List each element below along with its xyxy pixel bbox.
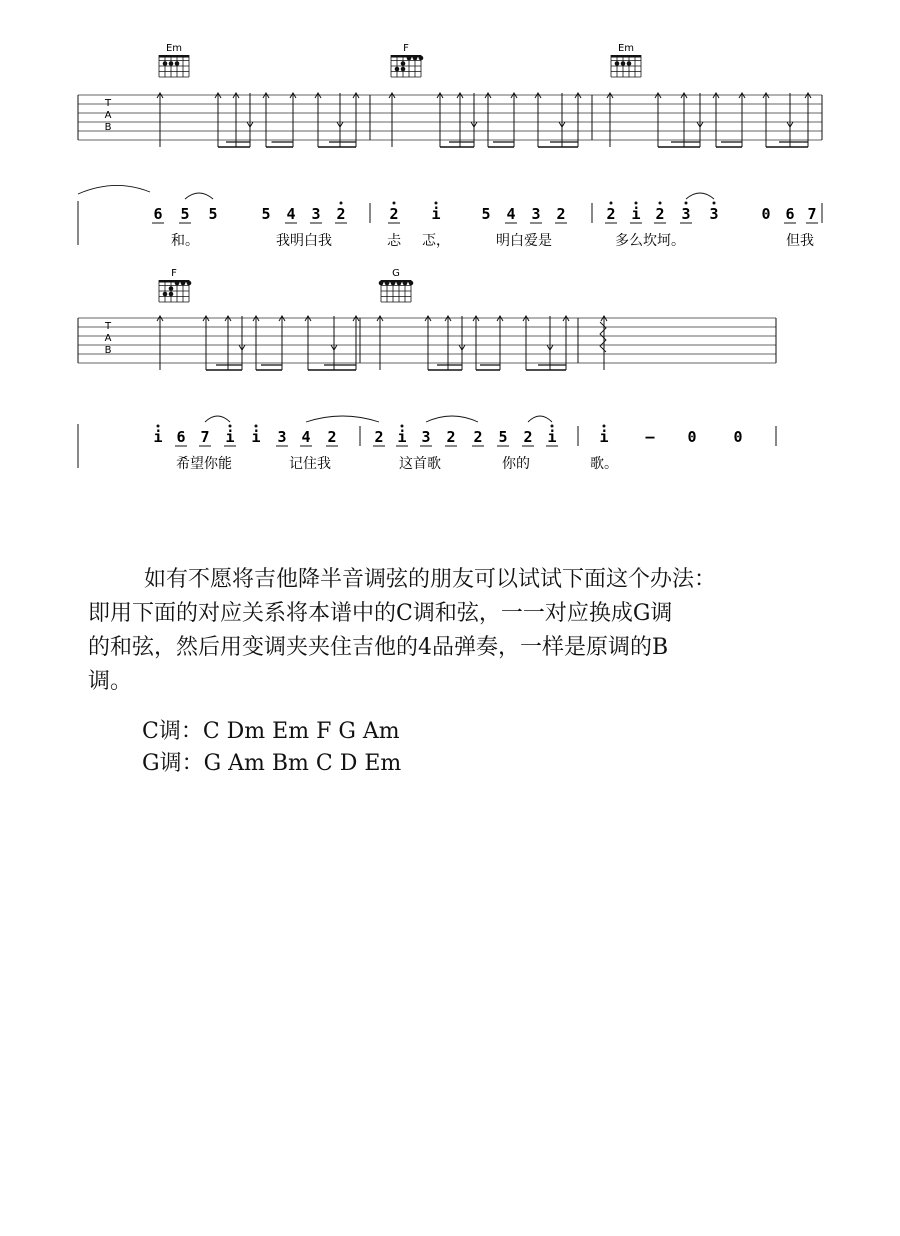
- jianpu-note: 6: [153, 205, 163, 223]
- lyric-text: 这首歌: [399, 456, 441, 472]
- jianpu-note: 5: [481, 205, 491, 223]
- chord-g-finger-dot: [391, 281, 396, 286]
- jianpu-note: 0: [687, 428, 697, 446]
- lyric-text: 我明白我: [276, 233, 332, 249]
- jianpu-note: 2: [655, 205, 665, 223]
- chord-f-finger-dot: [419, 56, 424, 61]
- lyric-text: 但我: [786, 233, 814, 249]
- jianpu-note: i: [251, 428, 261, 446]
- jianpu-note: 7: [200, 428, 210, 446]
- tab-system-2: [78, 268, 776, 472]
- chord-mapping: [142, 716, 401, 780]
- paragraph-line-1: 如有不愿将吉他降半音调弦的朋友可以试试下面这个办法：: [144, 567, 717, 592]
- rasgueado-mark: [600, 322, 606, 352]
- jianpu-note: i: [225, 428, 235, 446]
- chord-em-finger-dot: [163, 61, 168, 66]
- chord-em-name: Em: [165, 43, 183, 54]
- chord-em-diagram: [611, 43, 641, 77]
- chord-f-finger-dot: [395, 67, 400, 72]
- jianpu-note: i: [431, 205, 441, 223]
- lyric-text: 忑，: [422, 233, 450, 249]
- chord-f-finger-dot: [163, 292, 168, 297]
- incoming-tie-slur: [78, 185, 150, 194]
- jianpu-note: 5: [208, 205, 218, 223]
- tab-system-1: [78, 43, 822, 249]
- tie-slur: [185, 193, 213, 199]
- chord-f-finger-dot: [169, 286, 174, 291]
- chord-f-finger-dot: [169, 292, 174, 297]
- lyric-text: 歌。: [590, 456, 618, 472]
- octave-dot: [659, 202, 662, 205]
- chord-g-diagram: [379, 268, 414, 302]
- jianpu-note: i: [153, 428, 163, 446]
- octave-dot: [393, 202, 396, 205]
- jianpu-note: 7: [807, 205, 817, 223]
- paragraph-line-4: 调。: [88, 669, 133, 694]
- jianpu-note: 3: [311, 205, 321, 223]
- chord-em-finger-dot: [169, 61, 174, 66]
- chord-g-name: G: [392, 268, 400, 279]
- jianpu-note: 3: [277, 428, 287, 446]
- chord-f-finger-dot: [181, 281, 186, 286]
- lyric-text: 多么坎坷。: [615, 233, 685, 249]
- octave-dot: [340, 202, 343, 205]
- chord-f-finger-dot: [413, 56, 418, 61]
- jianpu-note: 2: [606, 205, 616, 223]
- lyric-text: 忐: [387, 233, 401, 249]
- chord-em-finger-dot: [621, 61, 626, 66]
- tie-slur: [426, 416, 478, 422]
- jianpu-note: i: [397, 428, 407, 446]
- lyric-text: 希望你能: [176, 456, 232, 472]
- octave-dot: [685, 202, 688, 205]
- g-key-row: G调：G Am Bm C D Em: [142, 751, 402, 776]
- jianpu-note: –: [645, 428, 655, 446]
- chord-g-finger-dot: [379, 281, 384, 286]
- tie-slur: [686, 193, 714, 199]
- jianpu-note: 2: [556, 205, 566, 223]
- octave-dot: [229, 425, 232, 428]
- jianpu-note: 2: [389, 205, 399, 223]
- tab-clef-letter: A: [104, 110, 112, 121]
- octave-dot: [401, 425, 404, 428]
- jianpu-note: 0: [761, 205, 771, 223]
- jianpu-note: 5: [498, 428, 508, 446]
- octave-dot: [255, 425, 258, 428]
- c-key-row: C调：C Dm Em F G Am: [142, 719, 400, 744]
- chord-g-finger-dot: [397, 281, 402, 286]
- jianpu-note: 5: [261, 205, 271, 223]
- tab-clef-letter: B: [104, 122, 112, 133]
- chord-f-finger-dot: [407, 56, 412, 61]
- chord-g-finger-dot: [409, 281, 414, 286]
- chord-f-finger-dot: [401, 67, 406, 72]
- jianpu-note: i: [599, 428, 609, 446]
- jianpu-note: 2: [473, 428, 483, 446]
- instruction-paragraph: [88, 563, 828, 699]
- jianpu-note: 2: [523, 428, 533, 446]
- chord-g-finger-dot: [385, 281, 390, 286]
- octave-dot: [551, 425, 554, 428]
- octave-dot: [435, 202, 438, 205]
- jianpu-note: 5: [180, 205, 190, 223]
- chord-f-diagram: [391, 43, 423, 77]
- jianpu-note: 3: [709, 205, 719, 223]
- guitar-tab-score: [0, 0, 900, 520]
- jianpu-note: 2: [327, 428, 337, 446]
- chord-f-finger-dot: [175, 281, 180, 286]
- jianpu-note: 2: [336, 205, 346, 223]
- jianpu-note: 2: [374, 428, 384, 446]
- tab-clef-letter: T: [104, 98, 112, 109]
- jianpu-note: 3: [681, 205, 691, 223]
- chord-em-finger-dot: [175, 61, 180, 66]
- octave-dot: [157, 425, 160, 428]
- chord-em-diagram: [159, 43, 189, 77]
- tie-slur: [306, 416, 379, 422]
- chord-f-name: F: [403, 43, 409, 54]
- lyric-text: 你的: [502, 456, 530, 472]
- chord-f-finger-dot: [187, 281, 192, 286]
- octave-dot: [713, 202, 716, 205]
- jianpu-note: 6: [785, 205, 795, 223]
- chord-em-finger-dot: [627, 61, 632, 66]
- jianpu-note: 3: [531, 205, 541, 223]
- jianpu-note: 4: [506, 205, 516, 223]
- chord-g-finger-dot: [403, 281, 408, 286]
- chord-em-name: Em: [617, 43, 635, 54]
- paragraph-line-2: 即用下面的对应关系将本谱中的C调和弦，一一对应换成G调: [88, 601, 673, 626]
- jianpu-note: 6: [176, 428, 186, 446]
- paragraph-line-3: 的和弦，然后用变调夹夹住吉他的4品弹奏，一样是原调的B: [88, 635, 669, 660]
- chord-em-finger-dot: [615, 61, 620, 66]
- jianpu-note: 0: [733, 428, 743, 446]
- octave-dot: [610, 202, 613, 205]
- chord-f-name: F: [171, 268, 177, 279]
- lyric-text: 明白爱是: [496, 233, 552, 249]
- chord-f-finger-dot: [401, 61, 406, 66]
- tab-clef-letter: B: [104, 345, 112, 356]
- tie-slur: [528, 416, 552, 422]
- jianpu-note: 2: [446, 428, 456, 446]
- tie-slur: [205, 416, 230, 422]
- lyric-text: 和。: [171, 233, 199, 249]
- jianpu-note: 4: [301, 428, 311, 446]
- jianpu-note: i: [631, 205, 641, 223]
- tab-clef-letter: A: [104, 333, 112, 344]
- octave-dot: [635, 202, 638, 205]
- chord-f-diagram: [159, 268, 191, 302]
- octave-dot: [603, 425, 606, 428]
- tab-clef-letter: T: [104, 321, 112, 332]
- lyric-text: 记住我: [289, 456, 331, 472]
- jianpu-note: 4: [286, 205, 296, 223]
- jianpu-note: i: [547, 428, 557, 446]
- jianpu-note: 3: [421, 428, 431, 446]
